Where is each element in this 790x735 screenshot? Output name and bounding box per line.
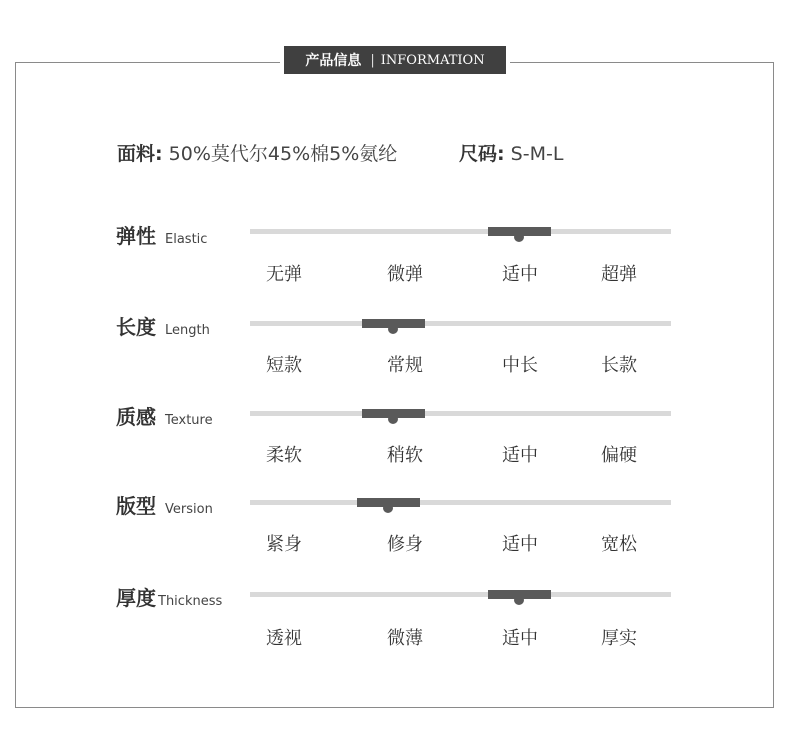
option-label: 厚实 [601,628,637,649]
row-label-cn: 厚度 [116,586,156,610]
header-separator: | [370,52,375,68]
option-label: 适中 [502,534,538,555]
option-label: 宽松 [601,534,637,555]
scale-track [250,411,671,416]
row-label [116,490,213,519]
option-label: 适中 [502,264,538,285]
row-label-cn: 弹性 [116,224,156,248]
scale-marker [362,319,425,328]
size-label: 尺码: [459,143,505,165]
option-label: 紧身 [266,534,302,555]
row-label-cn: 质感 [116,405,156,429]
option-label: 短款 [266,355,302,376]
option-label: 超弹 [601,264,637,285]
row-label [116,220,207,249]
scale-track [250,229,671,234]
option-label: 长款 [601,355,637,376]
scale-marker [357,498,420,507]
scale-track [250,500,671,505]
row-label [116,582,222,611]
row-label [116,401,213,430]
option-label: 适中 [502,445,538,466]
scale-marker [488,227,551,236]
row-label-cn: 版型 [116,494,156,518]
row-label-en: Texture [165,413,213,428]
row-label-en: Length [165,323,210,338]
attribute-row-length [0,311,790,391]
fabric-spec [117,139,397,166]
option-label: 柔软 [266,445,302,466]
option-label: 透视 [266,628,302,649]
marker-dot [383,503,393,513]
header-badge [284,46,506,74]
size-spec [459,139,563,166]
attribute-row-elastic [0,220,790,300]
row-label-en: Elastic [165,232,208,247]
option-label: 常规 [387,355,423,376]
option-label: 偏硬 [601,445,637,466]
marker-dot [388,414,398,424]
section-header [280,46,510,74]
row-label-en: Version [165,502,213,517]
option-label: 修身 [387,534,423,555]
attribute-row-thickness [0,582,790,662]
size-value: S-M-L [510,143,564,165]
option-label: 中长 [502,355,538,376]
marker-dot [388,324,398,334]
option-label: 微薄 [387,628,423,649]
row-label [116,311,210,340]
fabric-value: 50%莫代尔45%棉5%氨纶 [168,143,398,165]
option-label: 微弹 [387,264,423,285]
marker-dot [514,595,524,605]
option-label: 无弹 [266,264,302,285]
attribute-row-texture [0,401,790,481]
row-label-en: Thickness [158,594,223,609]
header-title-cn: 产品信息 [305,53,362,69]
option-label: 适中 [502,628,538,649]
option-label: 稍软 [387,445,423,466]
fabric-label: 面料: [117,143,163,165]
scale-track [250,592,671,597]
scale-marker [488,590,551,599]
row-label-cn: 长度 [116,315,156,339]
attribute-row-version [0,490,790,570]
marker-dot [514,232,524,242]
scale-marker [362,409,425,418]
header-title-en: INFORMATION [380,52,485,68]
scale-track [250,321,671,326]
